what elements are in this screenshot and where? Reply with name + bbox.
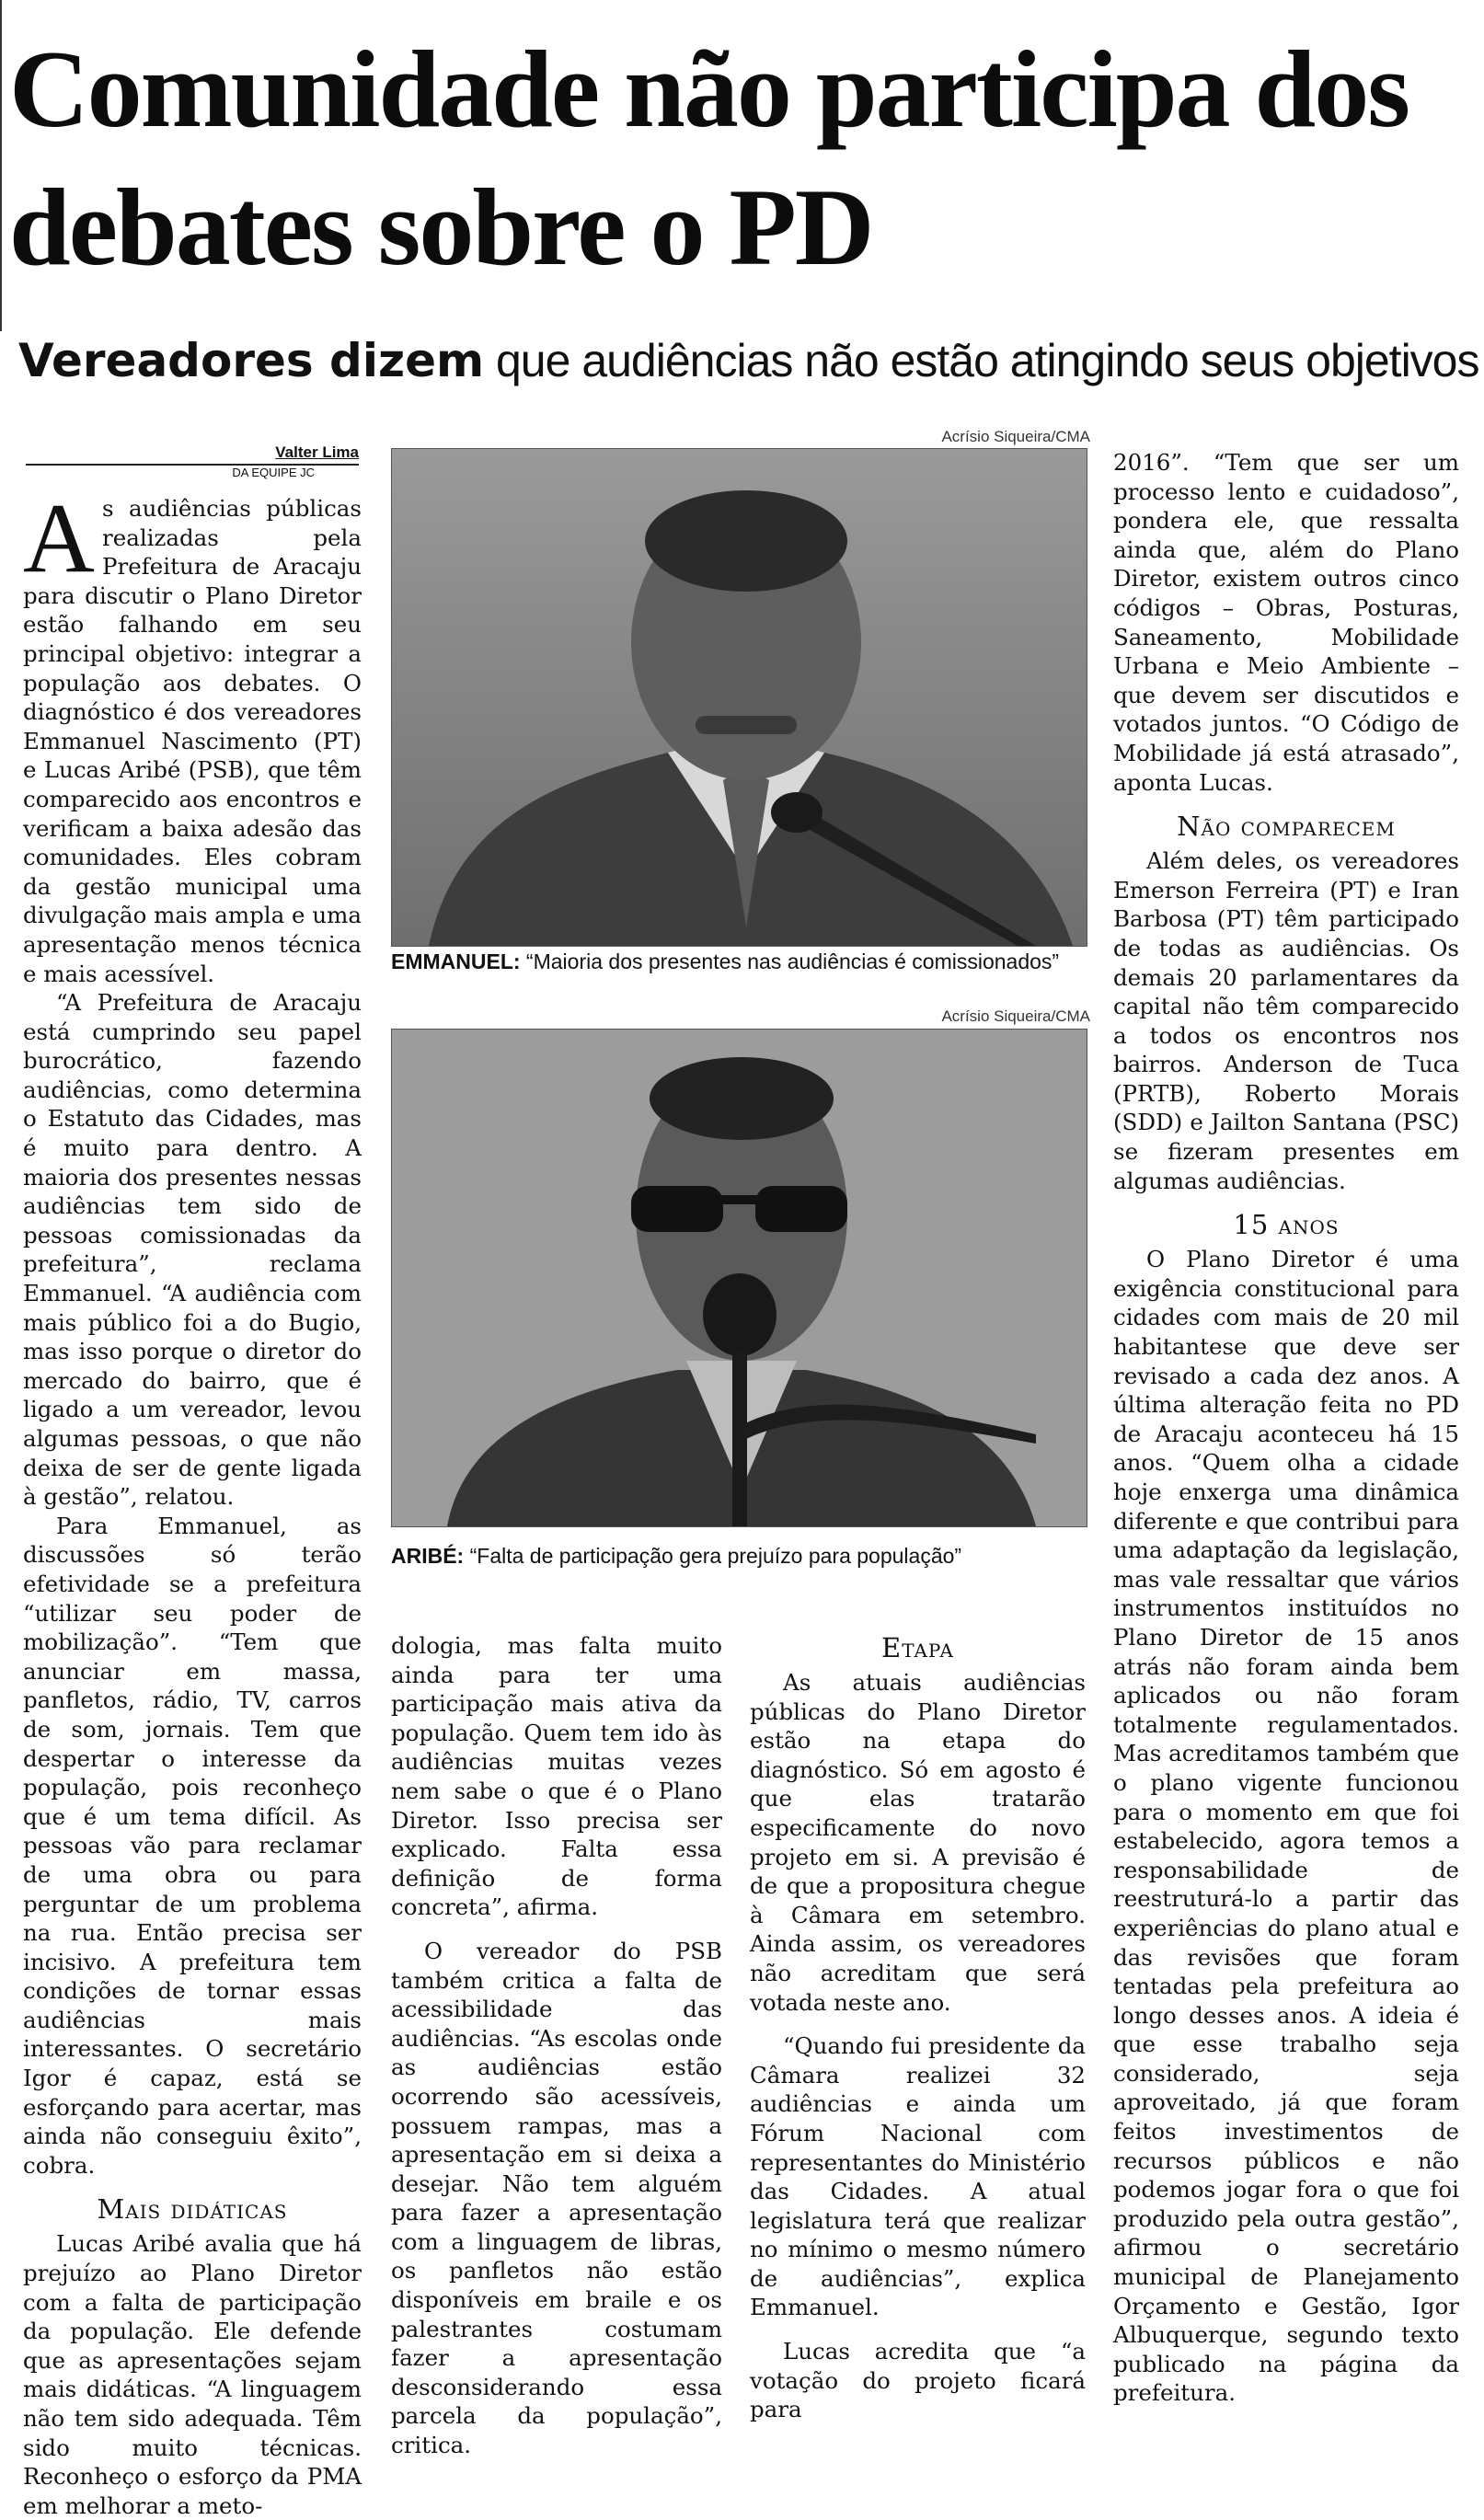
photo-credit-1: Acrísio Siqueira/CMA [941, 428, 1090, 445]
caption-emmanuel [391, 948, 1059, 975]
section-subhead: 15 anos [1233, 1209, 1340, 1241]
photo-aribe [391, 1029, 1087, 1527]
article-column-2 [391, 1631, 722, 2460]
caption-emmanuel-quote: “Maioria dos presentes nas audiências é comissionados” [520, 949, 1060, 973]
article-column-4 [1113, 448, 1459, 2408]
caption-aribe-quote: “Falta de participação gera prejuízo para população” [464, 1544, 962, 1568]
subheadline [18, 331, 1479, 390]
paragraph: O Plano Diretor é uma exigência constitucional para cidades com mais de 20 mil habitantese que deve ser revisado a cada dez anos. A última alteração feita no PD de Aracaju aconteceu há 15 anos. “Quem olha a cidade hoje enxerga uma dinâmica diferente e que contribui para uma adaptação da legislação, mas vale ressaltar que vários instrumentos instituídos no Plano Diretor de 15 anos atrás não foram ainda bem aplicados ou não foram totalmente regulamentados. Mas acreditamos também que o plano vigente funcionou para o momento em que foi estabelecido, agora temos a responsabilidade de reestruturá-lo a partir das experiências do plano atual e das revisões que foram tentadas pela prefeitura ao longo desses anos. A ideia é que esse trabalho seja considerado, seja aproveitado, já que foram feitos investimentos de recursos públicos e não podemos jogar fora o que foi produzido pela outra gestão”, afirmou o secretário municipal de Planejamento Orçamento e Gestão, Igor Albuquerque, segundo texto publicado na página da prefeitura. [1113, 1246, 1459, 2407]
portrait-emmanuel-graphic [392, 449, 1087, 946]
paragraph: As atuais audiências públicas do Plano Diretor estão na etapa do diagnóstico. Só em agosto é que elas tratarão especificamente do novo projeto em si. A previsão é de que a propositura chegue à Câmara em setembro. Ainda assim, os vereadores não acreditam que será votada neste ano. [750, 1669, 1086, 2016]
article-column-3 [750, 1631, 1086, 2424]
paragraph: “A Prefeitura de Aracaju está cumprindo seu papel burocrático, fazendo audiências, como determina o Estatuto das Cidades, mas é muito para dentro. A maioria dos presentes nessas audiências tem sido de pessoas comissionadas da prefeitura”, reclama Emmanuel. “A audiência com mais público foi a do Bugio, mas isso porque o diretor do mercado do bairro, que é ligado a um vereador, levou algumas pessoas, o que não deixa de ser de gente ligada à gestão”, relatou. [23, 989, 362, 1511]
drop-cap: A [23, 484, 95, 593]
photo-credit-2: Acrísio Siqueira/CMA [941, 1007, 1090, 1025]
byline-author: Valter Lima [275, 443, 359, 461]
section-subhead: Mais didáticas [97, 2193, 288, 2226]
section-subhead: Etapa [881, 1632, 954, 1663]
page-edge-rule [0, 0, 2, 331]
paragraph: dologia, mas falta muito ainda para ter uma participação mais ativa da população. Quem tem ido às audiências muitas vezes nem sabe o que é o Plano Diretor. Isso precisa ser explicado. Falta essa definição de forma concreta”, afirma. [391, 1632, 722, 1921]
paragraph: Para Emmanuel, as discussões só terão efetividade se a prefeitura “utilizar seu poder de mobilização”. “Tem que anunciar em massa, panfletos, rádio, TV, carros de som, jornais. Tem que despertar o interesse da população, pois reconheço que é um tema difícil. As pessoas vão para reclamar de uma obra ou para perguntar de um problema na rua. Então precisa ser incisivo. A prefeitura tem condições de tornar essas audiências mais interessantes. O secretário Igor é capaz, está se esforçando para acertar, mas ainda não conseguiu êxito”, cobra. [23, 1512, 362, 2179]
paragraph: Além deles, os vereadores Emerson Ferreira (PT) e Iran Barbosa (PT) têm participado de todas as audiências. Os demais 20 parlamentares da capital não têm comparecido a todos os encontros nos bairros. Anderson de Tuca (PRTB), Roberto Morais (SDD) e Jailton Santana (PSC) se fizeram presentes em algumas audiências. [1113, 847, 1459, 1194]
caption-emmanuel-name: EMMANUEL: [391, 949, 521, 973]
subheadline-rest: que audiências não estão atingindo seus objetivos [484, 335, 1479, 386]
portrait-aribe-graphic [392, 1030, 1087, 1526]
byline-team: DA EQUIPE JC [232, 466, 315, 479]
photo-emmanuel [391, 448, 1087, 947]
caption-aribe-name: ARIBÉ: [391, 1544, 465, 1568]
paragraph: “Quando fui presidente da Câmara realizei 32 audiências e ainda um Fórum Nacional com representantes do Ministério das Cidades. A atual legislatura terá que realizar no mínimo o mesmo número de audiências”, explica Emmanuel. [750, 2032, 1086, 2321]
headline: Comunidade não participa dos debates sobre o PD [9, 28, 1409, 288]
byline [26, 443, 359, 479]
paragraph [23, 484, 362, 988]
paragraph-text: s audiências públicas realizadas pela Prefeitura de Aracaju para discutir o Plano Diretor estão falhando em seu principal objetivo: integrar a população aos debates. O diagnóstico é dos vereadores Emmanuel Nascimento (PT) e Lucas Aribé (PSB), que têm comparecido aos encontros e verificam a baixa adesão das comunidades. Eles cobram da gestão municipal uma divulgação mais ampla e uma apresentação menos técnica e mais acessível. [23, 495, 362, 987]
subheadline-lead: Vereadores dizem [18, 334, 485, 387]
paragraph: Lucas acredita que “a votação do projeto ficará para [750, 2338, 1086, 2423]
section-subhead: Não comparecem [1177, 811, 1396, 843]
paragraph: Lucas Aribé avalia que há prejuízo ao Plano Diretor com a falta de participação da população. Ele defende que as apresentações sejam mais didáticas. “A linguagem não tem sido adequada. Têm sido muito técnicas. Reconheço o esforço da PMA em melhorar a meto- [23, 2230, 362, 2519]
article-column-1 [23, 484, 362, 2520]
paragraph: O vereador do PSB também critica a falta de acessibilidade das audiências. “As escolas onde as audiências estão ocorrendo são acessíveis, possuem rampas, mas a apresentação em si deixa a desejar. Não tem alguém para fazer a apresentação com a linguagem de libras, os panfletos não estão disponíveis em braile e os palestrantes costumam fazer a apresentação desconsiderando essa parcela da população”, critica. [391, 1937, 722, 2459]
paragraph: 2016”. “Tem que ser um processo lento e cuidadoso”, pondera ele, que ressalta ainda que, além do Plano Diretor, existem outros cinco códigos – Obras, Posturas, Saneamento, Mobilidade Urbana e Meio Ambiente – que devem ser discutidos e votados juntos. “O Código de Mobilidade já está atrasado”, aponta Lucas. [1113, 449, 1459, 796]
caption-aribe [391, 1542, 961, 1570]
